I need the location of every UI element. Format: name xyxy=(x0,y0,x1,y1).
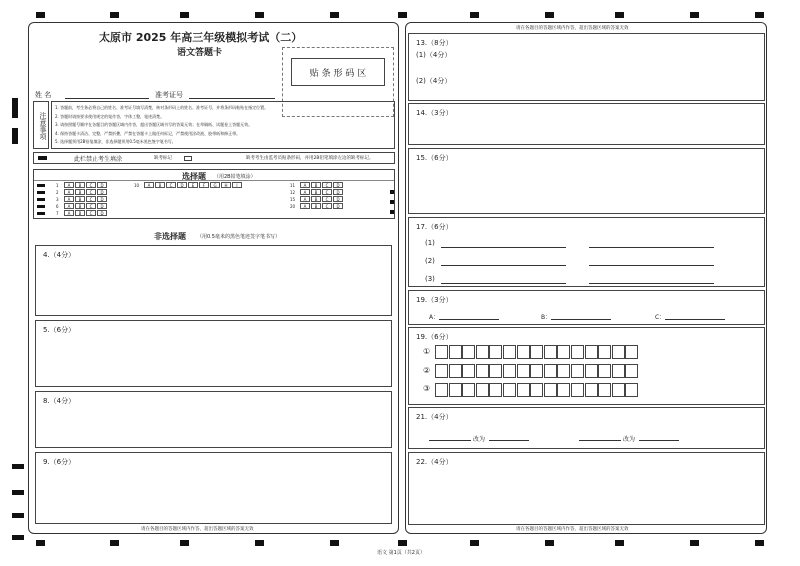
notice-item: 5. 选择题须用2B铅笔填涂，非选择题须用0.5毫米黑色签字笔书写。 xyxy=(55,139,176,144)
grid-cell[interactable] xyxy=(598,364,611,378)
sub-label: (2)（4分） xyxy=(416,77,452,85)
left-bottom-notice: 请在各题目的答题区域内作答，超出答题区域的答案无效 xyxy=(141,527,254,532)
id-label: 准考证号 xyxy=(155,91,183,99)
timing-mark xyxy=(180,540,189,546)
side-mark xyxy=(12,535,24,540)
sub-label: (1)（4分） xyxy=(416,51,452,59)
answer-box-q8[interactable] xyxy=(35,391,392,448)
choice-row[interactable]: 3 A B C D xyxy=(56,196,108,203)
grid-cell[interactable] xyxy=(503,383,516,397)
notice-item: 4. 保持答题卡清洁、完整，严禁折叠，严禁在答题卡上做任何标记，严禁使用涂改液、胶带纸和修正带。 xyxy=(55,130,241,136)
option-label: C： xyxy=(655,314,666,321)
timing-mark xyxy=(36,540,45,546)
answer-box-q17[interactable] xyxy=(408,217,765,287)
grid-cell[interactable] xyxy=(449,383,462,397)
grid-cell[interactable] xyxy=(462,383,475,397)
answer-line[interactable] xyxy=(551,319,611,320)
timing-mark xyxy=(545,12,554,18)
question-label: 21.（4分） xyxy=(416,413,453,421)
grid-cell[interactable] xyxy=(503,364,516,378)
grid-cell[interactable] xyxy=(598,345,611,359)
name-label: 姓 名 xyxy=(35,91,52,99)
grid-cell[interactable] xyxy=(544,364,557,378)
question-label: 9.（6分） xyxy=(43,458,76,466)
answer-box-q21[interactable] xyxy=(408,407,765,449)
choice-row[interactable]: 6 A B C D xyxy=(56,203,108,210)
side-mark xyxy=(12,98,18,118)
grid-cell[interactable] xyxy=(612,345,625,359)
side-mark xyxy=(12,464,24,469)
timing-mark xyxy=(398,12,407,18)
timing-mark xyxy=(690,540,699,546)
option-label: A： xyxy=(429,314,440,321)
answer-box-q22[interactable] xyxy=(408,452,765,525)
timing-mark xyxy=(545,540,554,546)
grid-cell[interactable] xyxy=(530,364,543,378)
choice-left-group xyxy=(56,182,108,217)
grid-cell[interactable] xyxy=(544,345,557,359)
answer-line[interactable] xyxy=(589,265,714,266)
choice-row[interactable]: 1 A B C D xyxy=(56,182,108,189)
absent-mark-label: 缺考标记 xyxy=(154,156,172,161)
choice-row[interactable]: 7 A B C D xyxy=(56,210,108,217)
timing-mark xyxy=(330,12,339,18)
timing-mark xyxy=(36,12,45,18)
timing-mark xyxy=(180,12,189,18)
grid-cell[interactable] xyxy=(612,383,625,397)
absent-note: 缺考考生由监考员贴条形码，并用2B铅笔填涂左边的缺考标记。 xyxy=(246,156,374,161)
choice-row[interactable]: 11 A B C D xyxy=(290,182,344,189)
grid-cell[interactable] xyxy=(571,383,584,397)
grid-cell[interactable] xyxy=(571,364,584,378)
answer-line[interactable] xyxy=(441,283,566,284)
choice-row[interactable]: 20 A B C D xyxy=(290,203,344,210)
timing-mark xyxy=(110,540,119,546)
question-label: 19.（6分） xyxy=(416,333,453,341)
grid-cell[interactable] xyxy=(585,364,598,378)
side-mark xyxy=(12,490,24,495)
answer-line[interactable] xyxy=(589,247,714,248)
choice-hint: （用2B铅笔填涂） xyxy=(214,174,256,180)
grid-cell[interactable] xyxy=(625,345,638,359)
answer-line[interactable] xyxy=(439,319,499,320)
timing-mark xyxy=(330,540,339,546)
answer-line[interactable] xyxy=(639,440,679,441)
grid-cell[interactable] xyxy=(598,383,611,397)
grid-cell[interactable] xyxy=(435,364,448,378)
timing-mark xyxy=(398,540,407,546)
grid-cell[interactable] xyxy=(625,364,638,378)
right-top-notice: 请在各题目的答题区域内作答，超出答题区域的答案无效 xyxy=(516,26,629,31)
grid-cell[interactable] xyxy=(625,383,638,397)
question-label: 17.（6分） xyxy=(416,223,453,231)
answer-box-q9[interactable] xyxy=(35,452,392,524)
grid-cell[interactable] xyxy=(476,345,489,359)
choice-title: 选择题 xyxy=(182,172,206,181)
timing-mark xyxy=(615,12,624,18)
grid-cell[interactable] xyxy=(476,364,489,378)
answer-box-q15[interactable] xyxy=(408,148,765,214)
option-label: B： xyxy=(541,314,552,321)
notice-item: 3. 请按照题号顺序在各题目的答题区域内作答，超出答题区域书写的答案无效；在草稿纸、试题卷上答题无效。 xyxy=(55,122,253,127)
answer-box-q14[interactable] xyxy=(408,103,765,145)
question-label: 4.（4分） xyxy=(43,251,76,259)
notice-side-label: 注意事项 xyxy=(33,101,49,149)
choice-row[interactable]: 12 A B C D xyxy=(290,189,344,196)
grid-cell[interactable] xyxy=(517,345,530,359)
notice-item: 1. 答题前，考生务必将自己的姓名、准考证号填写清楚，核对条形码上的姓名、准考证号，并将条形码粘贴在指定位置。 xyxy=(55,105,269,110)
answer-line[interactable] xyxy=(441,247,566,248)
absent-label: 此栏禁止考生填涂 xyxy=(74,156,123,163)
question-label: 5.（6分） xyxy=(43,326,76,334)
sub-label: (1) xyxy=(425,239,435,247)
grid-cell[interactable] xyxy=(530,345,543,359)
timing-mark xyxy=(110,12,119,18)
answer-box-q4[interactable] xyxy=(35,245,392,316)
timing-mark xyxy=(755,540,764,546)
absent-mark-block xyxy=(38,156,47,160)
absent-strip xyxy=(33,152,395,164)
grid-cell[interactable] xyxy=(503,345,516,359)
answer-line[interactable] xyxy=(665,319,725,320)
row-label: ③ xyxy=(423,384,431,393)
grid-cell[interactable] xyxy=(557,383,570,397)
choice-mid-group xyxy=(134,182,243,189)
timing-mark xyxy=(255,12,264,18)
choice-row[interactable]: 15 A B C D xyxy=(290,196,344,203)
grid-cell[interactable] xyxy=(449,345,462,359)
change-label: 改为 xyxy=(473,436,486,443)
timing-mark xyxy=(470,540,479,546)
barcode-label: 贴 条 形 码 区 xyxy=(291,58,385,86)
choice-right-group xyxy=(290,182,344,210)
timing-mark xyxy=(615,540,624,546)
timing-mark xyxy=(690,12,699,18)
question-label: 19.（3分） xyxy=(416,296,453,304)
choice-row[interactable]: 10 A B C D E F G H I xyxy=(134,182,243,189)
id-field[interactable] xyxy=(189,98,275,99)
grid-cell[interactable] xyxy=(557,345,570,359)
question-label: 15.（6分） xyxy=(416,154,453,162)
question-label: 13.（8分） xyxy=(416,39,453,47)
timing-mark xyxy=(755,12,764,18)
notice-item: 2. 答题时请按要求使用规定的笔作答，字体工整，笔迹清楚。 xyxy=(55,113,165,119)
grid-cell[interactable] xyxy=(571,345,584,359)
grid-cell[interactable] xyxy=(544,383,557,397)
right-panel xyxy=(405,22,767,534)
grid-cell[interactable] xyxy=(489,383,502,397)
grid-cell[interactable] xyxy=(489,364,502,378)
grid-cell[interactable] xyxy=(435,383,448,397)
row-label: ① xyxy=(423,347,431,356)
nonchoice-title: 非选择题 xyxy=(154,232,186,241)
grid-cell[interactable] xyxy=(557,364,570,378)
grid-cell[interactable] xyxy=(435,345,448,359)
row-label: ② xyxy=(423,366,431,375)
grid-cell[interactable] xyxy=(585,383,598,397)
grid-cell[interactable] xyxy=(517,364,530,378)
exam-title: 太原市 2025 年高三年级模拟考试（二） xyxy=(99,31,303,44)
grid-cell[interactable] xyxy=(585,345,598,359)
question-label: 8.（4分） xyxy=(43,397,76,405)
answer-box-q5[interactable] xyxy=(35,320,392,387)
answer-line[interactable] xyxy=(579,440,621,441)
grid-cell[interactable] xyxy=(530,383,543,397)
exam-subtitle: 语文答题卡 xyxy=(177,48,223,58)
answer-line[interactable] xyxy=(489,440,529,441)
notice-box xyxy=(51,101,395,149)
timing-mark xyxy=(470,12,479,18)
grid-cell[interactable] xyxy=(462,364,475,378)
timing-mark xyxy=(255,540,264,546)
side-mark xyxy=(12,513,24,518)
absent-mark-bubble[interactable] xyxy=(184,156,192,161)
character-grid[interactable] xyxy=(435,345,640,403)
grid-cell[interactable] xyxy=(462,345,475,359)
right-bottom-notice: 请在各题目的答题区域内作答，超出答题区域的答案无效 xyxy=(516,527,629,532)
side-mark xyxy=(12,128,18,144)
answer-line[interactable] xyxy=(589,283,714,284)
grid-cell[interactable] xyxy=(489,345,502,359)
page-footer: 语文 第1页（共2页） xyxy=(377,550,425,556)
answer-box-q13[interactable] xyxy=(408,33,765,101)
left-panel xyxy=(28,22,399,534)
grid-cell[interactable] xyxy=(449,364,462,378)
question-label: 22.（4分） xyxy=(416,458,453,466)
sub-label: (2) xyxy=(425,257,435,265)
nonchoice-hint: （用0.5毫米的黑色笔迹签字笔书写） xyxy=(197,234,280,240)
choice-row[interactable]: 2 A B C D xyxy=(56,189,108,196)
answer-box-q19b[interactable] xyxy=(408,327,765,405)
question-label: 14.（3分） xyxy=(416,109,453,117)
choice-section xyxy=(33,169,395,219)
grid-cell[interactable] xyxy=(612,364,625,378)
grid-cell[interactable] xyxy=(517,383,530,397)
change-label: 改为 xyxy=(623,436,636,443)
name-field[interactable] xyxy=(65,98,149,99)
answer-box-q19a[interactable] xyxy=(408,290,765,325)
sub-label: (3) xyxy=(425,275,435,283)
grid-cell[interactable] xyxy=(476,383,489,397)
answer-line[interactable] xyxy=(441,265,566,266)
answer-line[interactable] xyxy=(429,440,471,441)
